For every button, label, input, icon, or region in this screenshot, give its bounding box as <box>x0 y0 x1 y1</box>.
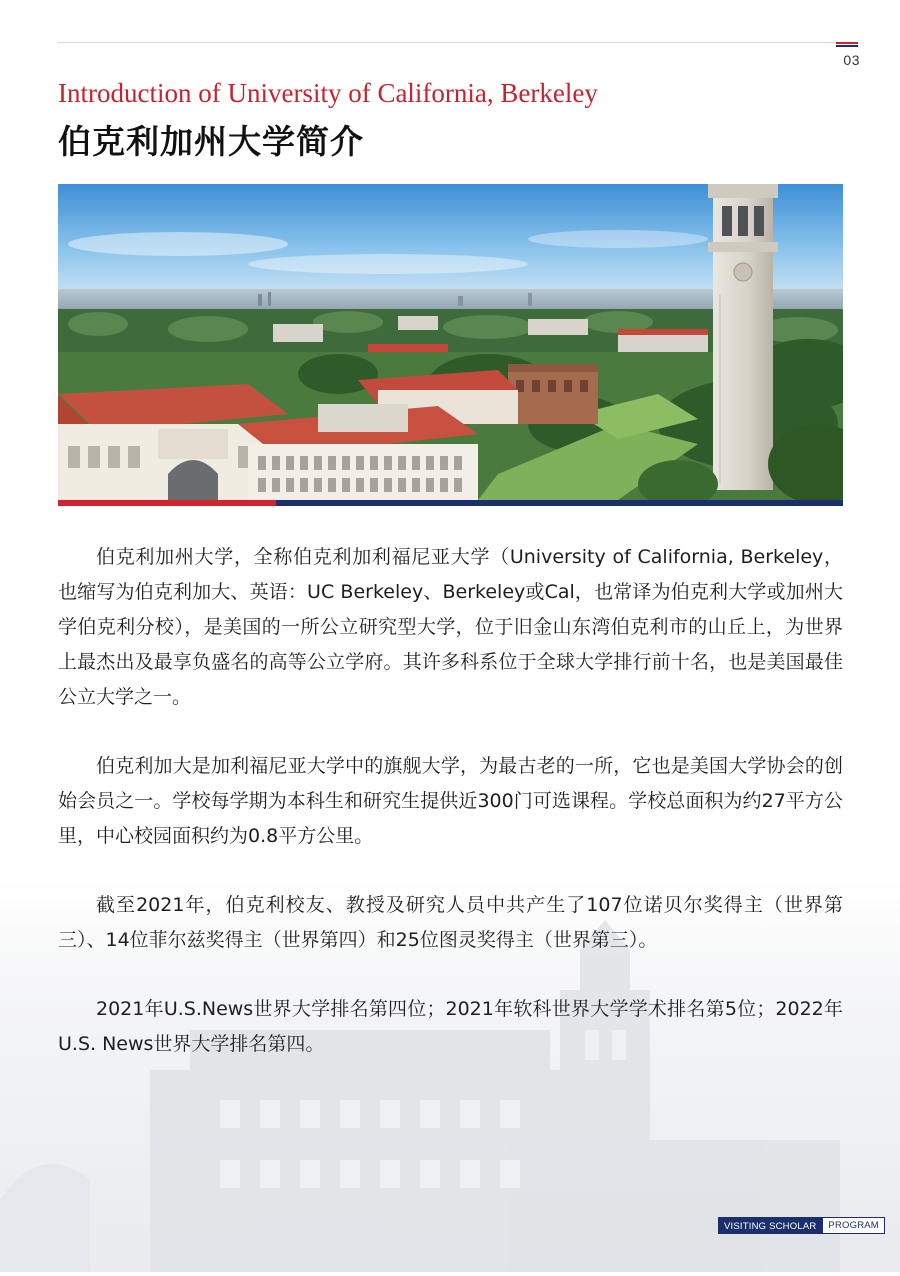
page-color-mark <box>836 42 858 47</box>
body-text <box>58 540 843 1096</box>
chinese-title: 伯克利加州大学简介 <box>58 122 364 161</box>
paragraph-flagship: 伯克利加大是加利福尼亚大学中的旗舰大学，为最古老的一所，它也是美国大学协会的创始会员之一。学校每学期为本科生和研究生提供近300门可选课程。学校总面积为约27平方公里，中心校园面积约为0.8平方公里。 <box>58 755 843 847</box>
photo-accent-bar <box>58 500 843 506</box>
paragraph-rankings: 2021年U.S.News世界大学排名第四位；2021年软科世界大学学术排名第5位；2022年U.S. News世界大学排名第四。 <box>58 998 843 1055</box>
top-divider-line <box>58 42 858 43</box>
page-number: 03 <box>843 52 860 68</box>
english-title: Introduction of University of California, Berkeley <box>58 78 598 108</box>
campus-photo <box>58 184 843 500</box>
badge-visiting-scholar: VISITING SCHOLAR <box>718 1217 822 1234</box>
badge-program: PROGRAM <box>822 1217 885 1234</box>
program-badge <box>718 1217 885 1234</box>
paragraph-intro: 伯克利加州大学，全称伯克利加利福尼亚大学（University of California, Berkeley，也缩写为伯克利加大、英语：UC Berkeley、Berkeley或Cal，也常译为伯克利大学或加州大学伯克利分校），是美国的一所公立研究型大学，位于旧金山东湾伯克利市的山丘上，为世界上最杰出及最享负盛名的高等公立学府。其许多科系位于全球大学排行前十名，也是美国最佳公立大学之一。 <box>58 546 843 708</box>
paragraph-awards: 截至2021年，伯克利校友、教授及研究人员中共产生了107位诺贝尔奖得主（世界第三）、14位菲尔兹奖得主（世界第四）和25位图灵奖得主（世界第三）。 <box>58 894 843 951</box>
